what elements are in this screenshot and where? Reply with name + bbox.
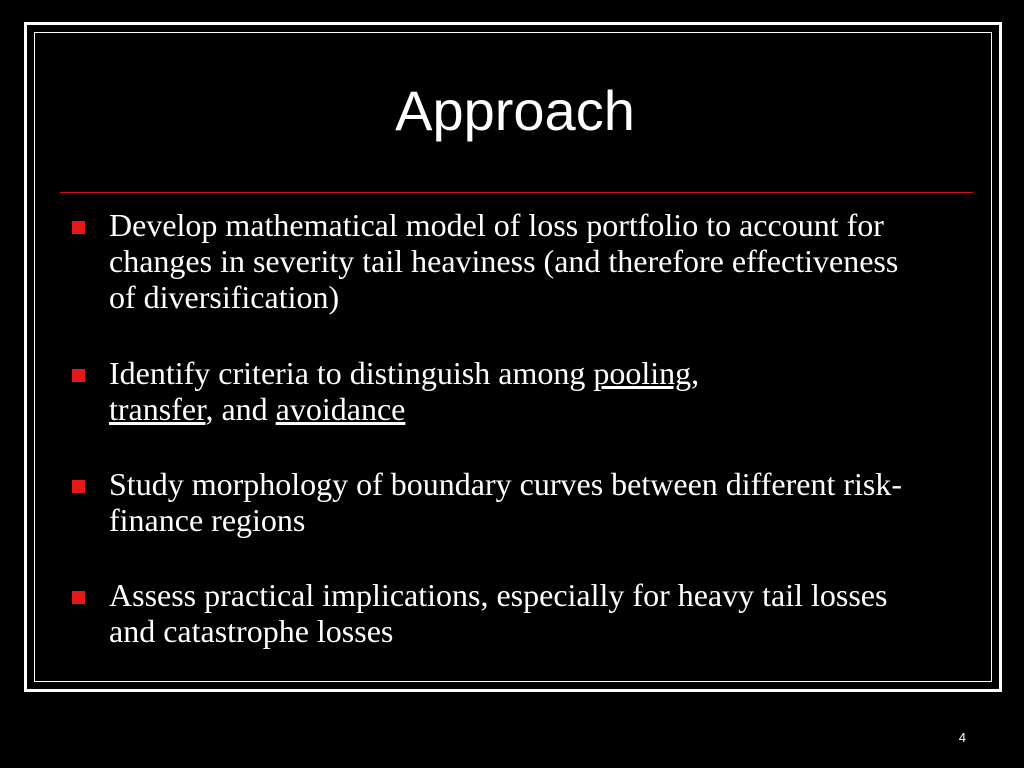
bullet-text: Develop mathematical model of loss portfolio to account for changes in severity tail heaviness (and therefore effectiveness of diversification) xyxy=(109,207,899,315)
slide-title: Approach xyxy=(395,79,635,142)
bullet-item xyxy=(72,207,922,315)
bullet-text xyxy=(109,355,922,427)
slide-page-number: 4 xyxy=(958,730,966,745)
bullet-text: Study morphology of boundary curves between different risk-finance regions xyxy=(109,466,902,538)
bullet-item xyxy=(72,466,922,538)
pooling-link[interactable]: pooling xyxy=(593,355,692,391)
red-square-bullet-icon xyxy=(72,591,85,604)
bullet-text-segment: , xyxy=(691,355,700,391)
transfer-link[interactable]: transfer xyxy=(109,391,206,427)
bullet-text: Assess practical implications, especially for heavy tail losses and catastrophe losses xyxy=(109,577,888,649)
red-square-bullet-icon xyxy=(72,221,85,234)
bullet-item xyxy=(72,577,922,649)
red-square-bullet-icon xyxy=(72,480,85,493)
red-square-bullet-icon xyxy=(72,369,85,382)
avoidance-link[interactable]: avoidance xyxy=(275,391,406,427)
bullet-text-segment: , and xyxy=(205,391,276,427)
bullet-item xyxy=(72,355,922,427)
bullet-text-segment: Identify criteria to distinguish among xyxy=(109,355,594,391)
